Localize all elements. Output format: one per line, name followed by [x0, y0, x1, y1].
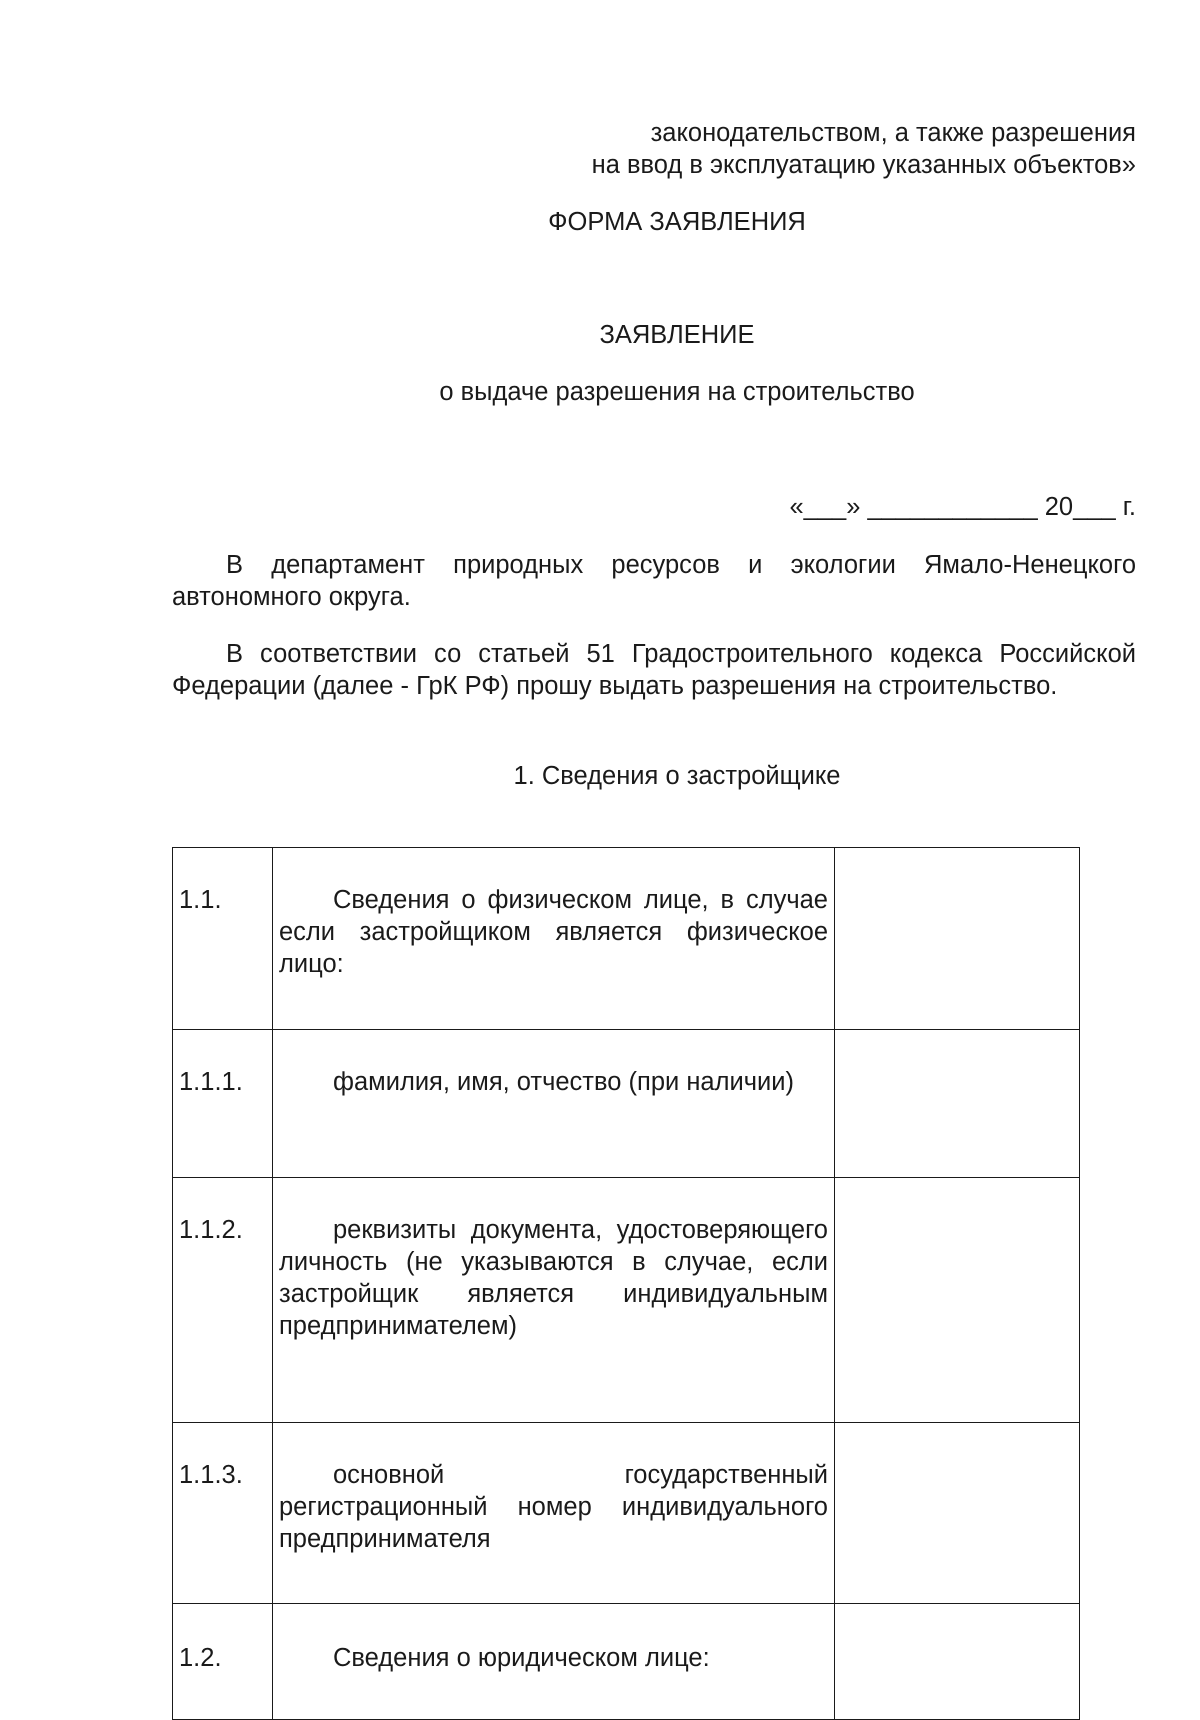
paragraph-addressee: В департамент природных ресурсов и экологии Ямало-Ненецкого автономного округа. [172, 551, 1136, 611]
table-row [173, 1604, 1080, 1720]
row-value-field[interactable] [835, 1423, 1080, 1604]
header-reference [172, 117, 1136, 181]
row-number: 1.1.1. [173, 1030, 273, 1178]
row-description: реквизиты документа, удостоверяющего личность (не указываются в случае, если застройщик является индивидуальным предпринимателем) [273, 1178, 835, 1423]
form-title: ФОРМА ЗАЯВЛЕНИЯ [548, 208, 806, 236]
row-description: Сведения о физическом лице, в случае если застройщиком является физическое лицо: [273, 848, 835, 1030]
row-description: Сведения о юридическом лице: [273, 1604, 835, 1720]
table-row [173, 1030, 1080, 1178]
date-line: «___» ____________ 20___ г. [789, 493, 1136, 521]
row-number: 1.1. [173, 848, 273, 1030]
row-description: фамилия, имя, отчество (при наличии) [273, 1030, 835, 1178]
row-number: 1.1.2. [173, 1178, 273, 1423]
row-description: основной государственный регистрационный номер индивидуального предпринимателя [273, 1423, 835, 1604]
developer-info-table [172, 847, 1080, 1720]
row-value-field[interactable] [835, 1604, 1080, 1720]
row-number: 1.1.3. [173, 1423, 273, 1604]
header-line-1: законодательством, а также разрешения [650, 119, 1136, 147]
table-row [173, 848, 1080, 1030]
table-row [173, 1423, 1080, 1604]
document-title: ЗАЯВЛЕНИЕ [599, 321, 755, 349]
row-value-field[interactable] [835, 848, 1080, 1030]
table-row [173, 1178, 1080, 1423]
row-value-field[interactable] [835, 1178, 1080, 1423]
header-line-2: на ввод в эксплуатацию указанных объектов» [591, 151, 1136, 179]
document-subtitle: о выдаче разрешения на строительство [439, 378, 915, 406]
paragraph-request: В соответствии со статьей 51 Градостроительного кодекса Российской Федерации (далее - ГрК РФ) прошу выдать разрешения на строительство. [172, 640, 1136, 700]
row-number: 1.2. [173, 1604, 273, 1720]
section-heading: 1. Сведения о застройщике [513, 762, 841, 790]
row-value-field[interactable] [835, 1030, 1080, 1178]
